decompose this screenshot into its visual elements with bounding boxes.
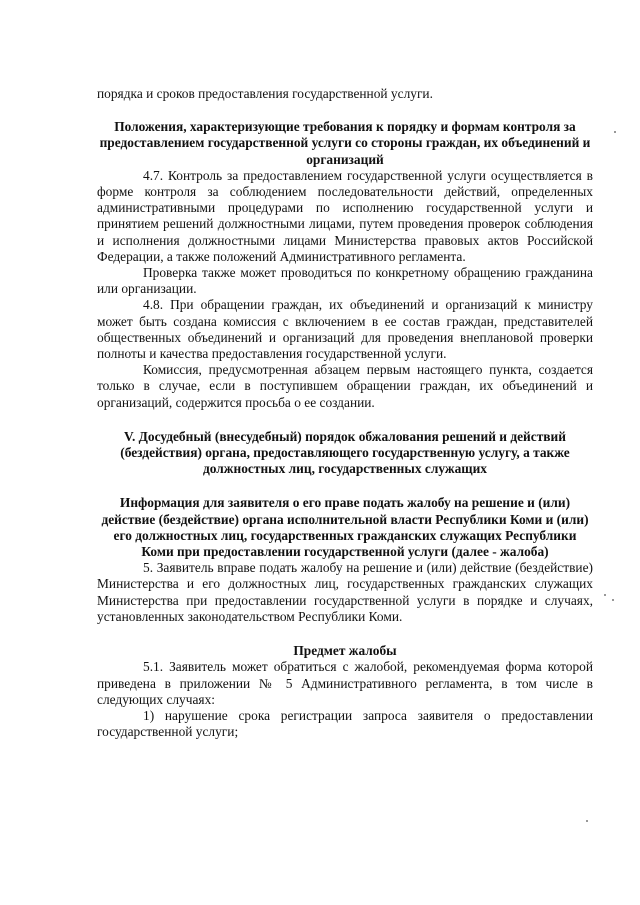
paragraph-check: Проверка также может проводиться по конкретному обращению гражданина или организации. bbox=[97, 265, 593, 297]
paragraph-intro-tail: порядка и сроков предоставления государственной услуги. bbox=[97, 86, 433, 101]
paragraph-commission: Комиссия, предусмотренная абзацем первым настоящего пункта, создается только в случае, если в поступившем обращении граждан, их объединений и организаций, содержится просьба о ее создании. bbox=[97, 362, 593, 410]
scan-speck bbox=[604, 594, 606, 596]
heading-applicant-info: Информация для заявителя о его праве подать жалобу на решение и (или) действие (бездействие) органа исполнительной власти Республики Коми и (или) его должностных лиц, государственных гражданских служащих Республики Коми при предоставлении государственной услуги (далее - жалоба) bbox=[101, 495, 589, 560]
heading-control-provisions: Положения, характеризующие требования к порядку и формам контроля за предоставлением государственной услуги со стороны граждан, их объединений и организаций bbox=[99, 119, 591, 167]
paragraph-4-7: 4.7. Контроль за предоставлением государственной услуги осуществляется в форме контроля за соблюдением последовательности действий, определенных административными процедурами по исполнению государственной услуги и принятием решений должностными лицами, путем проведения проверок соблюдения и исполнения должностными лицами Министерства правовых актов Российской Федерации, а также положений Административного регламента. bbox=[97, 167, 593, 264]
list-item-1: 1) нарушение срока регистрации запроса заявителя о предоставлении государственной услуги; bbox=[97, 707, 593, 740]
paragraph-5-1: 5.1. Заявитель может обратиться с жалобой, рекомендуемая форма которой приведена в приложении № 5 Административного регламента, в том числе в следующих случаях: bbox=[97, 659, 593, 707]
paragraph-5: 5. Заявитель вправе подать жалобу на решение и (или) действие (бездействие) Министерства и его должностных лиц, государственных гражданских служащих Министерства при предоставлении государственной услуги в порядке и случаях, установленных законодательством Республики Коми. bbox=[97, 560, 593, 624]
scan-speck bbox=[586, 820, 588, 822]
scan-speck bbox=[612, 599, 614, 601]
scan-speck bbox=[614, 131, 616, 133]
paragraph-4-8: 4.8. При обращении граждан, их объединений и организаций к министру может быть создана комиссия с включением в ее состав граждан, представителей общественных объединений и организаций для проведения внеплановой проверки полноты и качества предоставления государственной услуги. bbox=[97, 297, 593, 362]
document-body bbox=[97, 86, 593, 740]
heading-section-v: V. Досудебный (внесудебный) порядок обжалования решений и действий (бездействия) органа, предоставляющего государственную услугу, а также должностных лиц, государственных служащих bbox=[120, 428, 570, 477]
heading-complaint-subject: Предмет жалобы bbox=[293, 643, 397, 659]
